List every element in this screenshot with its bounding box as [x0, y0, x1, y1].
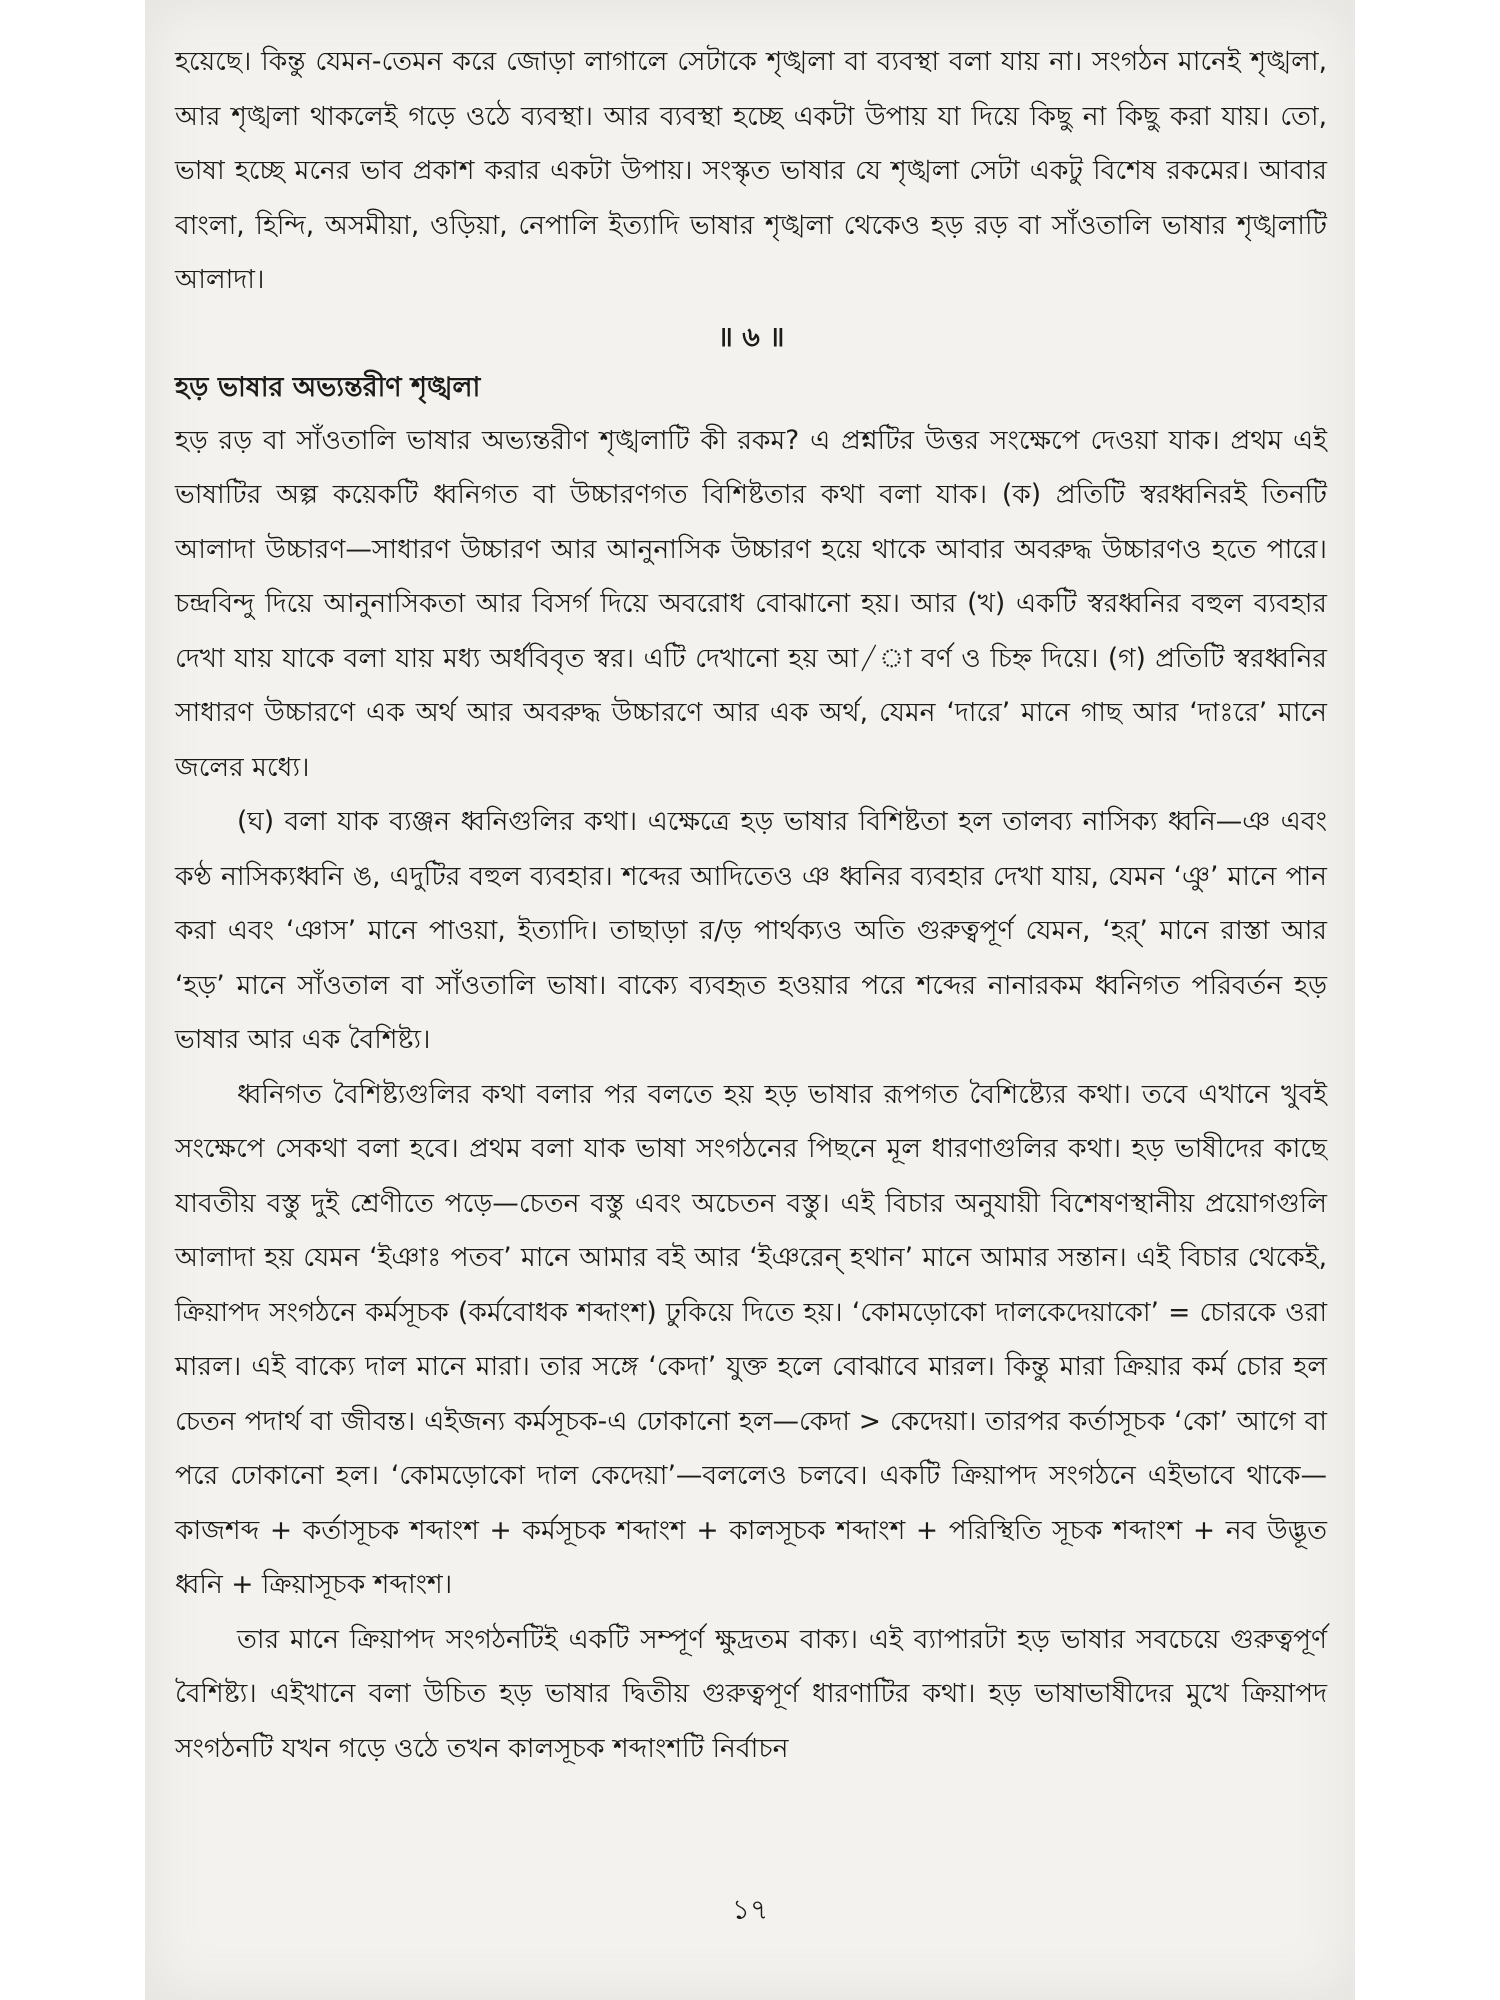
paragraph-phonetics: হড় রড় বা সাঁওতালি ভাষার অভ্যন্তরীণ শৃঙ্খলাটি কী রকম? এ প্রশ্নটির উত্তর সংক্ষেপে দেওয়া যাক। প্রথম এই ভাষাটির অল্প কয়েকটি ধ্বনিগত বা উচ্চারণগত বিশিষ্টতার কথা বলা যাক। (ক) প্রতিটি স্বরধ্বনিরই তিনটি আলাদা উচ্চারণ—সাধারণ উচ্চারণ আর আনুনাসিক উচ্চারণ হয়ে থাকে আবার অবরুদ্ধ উচ্চারণও হতে পারে। চন্দ্রবিন্দু দিয়ে আনুনাসিকতা আর বিসর্গ দিয়ে অবরোধ বোঝানো হয়। আর (খ) একটি স্বরধ্বনির বহুল ব্যবহার দেখা যায় যাকে বলা যায় মধ্য অর্ধবিবৃত স্বর। এটি দেখানো হয় আ/া বর্ণ ও চিহ্ন দিয়ে। (গ) প্রতিটি স্বরধ্বনির সাধারণ উচ্চারণে এক অর্থ আর অবরুদ্ধ উচ্চারণে আর এক অর্থ, যেমন ‘দারে’ মানে গাছ আর ‘দাঃরে’ মানে জলের মধ্যে।	[175, 424, 1327, 783]
section-number: ॥ ৬ ॥	[717, 321, 785, 353]
paragraph-consonants: (ঘ) বলা যাক ব্যঞ্জন ধ্বনিগুলির কথা। এক্ষেত্রে হড় ভাষার বিশিষ্টতা হল তালব্য নাসিক্য ধ্বনি—ঞ এবং কণ্ঠ নাসিক্যধ্বনি ঙ, এদুটির বহুল ব্যবহার। শব্দের আদিতেও ঞ ধ্বনির ব্যবহার দেখা যায়, যেমন ‘ঞু’ মানে পান করা এবং ‘ঞাস’ মানে পাওয়া, ইত্যাদি। তাছাড়া র/ড় পার্থক্যও অতি গুরুত্বপূর্ণ যেমন, ‘হর্’ মানে রাস্তা আর ‘হড়’ মানে সাঁওতাল বা সাঁওতালি ভাষা। বাক্যে ব্যবহৃত হওয়ার পরে শব্দের নানারকম ধ্বনিগত পরিবর্তন হড় ভাষার আর এক বৈশিষ্ট্য।	[175, 806, 1327, 1055]
section-heading: হড় ভাষার অভ্যন্তরীণ শৃঙ্খলা	[175, 371, 481, 403]
page-body	[175, 35, 1327, 1776]
paragraph-morphology: ধ্বনিগত বৈশিষ্ট্যগুলির কথা বলার পর বলতে হয় হড় ভাষার রূপগত বৈশিষ্ট্যের কথা। তবে এখানে খুবই সংক্ষেপে সেকথা বলা হবে। প্রথম বলা যাক ভাষা সংগঠনের পিছনে মূল ধারণাগুলির কথা। হড় ভাষীদের কাছে যাবতীয় বস্তু দুই শ্রেণীতে পড়ে—চেতন বস্তু এবং অচেতন বস্তু। এই বিচার অনুযায়ী বিশেষণস্থানীয় প্রয়োগগুলি আলাদা হয় যেমন ‘ইঞাঃ পতব’ মানে আমার বই আর ‘ইঞরেন্ হথান’ মানে আমার সন্তান। এই বিচার থেকেই, ক্রিয়াপদ সংগঠনে কর্মসূচক (কর্মবোধক শব্দাংশ) ঢুকিয়ে দিতে হয়। ‘কোমড়োকো দালকেদেয়াকো’ = চোরকে ওরা মারল। এই বাক্যে দাল মানে মারা। তার সঙ্গে ‘কেদা’ যুক্ত হলে বোঝাবে মারল। কিন্তু মারা ক্রিয়ার কর্ম চোর হল চেতন পদার্থ বা জীবন্ত। এইজন্য কর্মসূচক-এ ঢোকানো হল—কেদা > কেদেয়া। তারপর কর্তাসূচক ‘কো’ আগে বা পরে ঢোকানো হল। ‘কোমড়োকো দাল কেদেয়া’—বললেও চলবে। একটি ক্রিয়াপদ সংগঠনে এইভাবে থাকে—কাজশব্দ + কর্তাসূচক শব্দাংশ + কর্মসূচক শব্দাংশ + কালসূচক শব্দাংশ + পরিস্থিতি সূচক শব্দাংশ + নব উদ্ভূত ধ্বনি + ক্রিয়াসূচক শব্দাংশ।	[175, 1078, 1327, 1600]
page-number: ১৭	[731, 1893, 769, 1926]
paragraph-intro: হয়েছে। কিন্তু যেমন-তেমন করে জোড়া লাগালে সেটাকে শৃঙ্খলা বা ব্যবস্থা বলা যায় না। সংগঠন মানেই শৃঙ্খলা, আর শৃঙ্খলা থাকলেই গড়ে ওঠে ব্যবস্থা। আর ব্যবস্থা হচ্ছে একটা উপায় যা দিয়ে কিছু না কিছু করা যায়। তো, ভাষা হচ্ছে মনের ভাব প্রকাশ করার একটা উপায়। সংস্কৃত ভাষার যে শৃঙ্খলা সেটা একটু বিশেষ রকমের। আবার বাংলা, হিন্দি, অসমীয়া, ওড়িয়া, নেপালি ইত্যাদি ভাষার শৃঙ্খলা থেকেও হড় রড় বা সাঁওতালি ভাষার শৃঙ্খলাটি আলাদা।	[175, 46, 1327, 295]
paragraph-verb-structure: তার মানে ক্রিয়াপদ সংগঠনটিই একটি সম্পূর্ণ ক্ষুদ্রতম বাক্য। এই ব্যাপারটা হড় ভাষার সবচেয়ে গুরুত্বপূর্ণ বৈশিষ্ট্য। এইখানে বলা উচিত হড় ভাষার দ্বিতীয় গুরুত্বপূর্ণ ধারণাটির কথা। হড় ভাষাভাষীদের মুখে ক্রিয়াপদ সংগঠনটি যখন গড়ে ওঠে তখন কালসূচক শব্দাংশটি নির্বাচন	[175, 1623, 1327, 1764]
book-page	[145, 0, 1355, 2000]
